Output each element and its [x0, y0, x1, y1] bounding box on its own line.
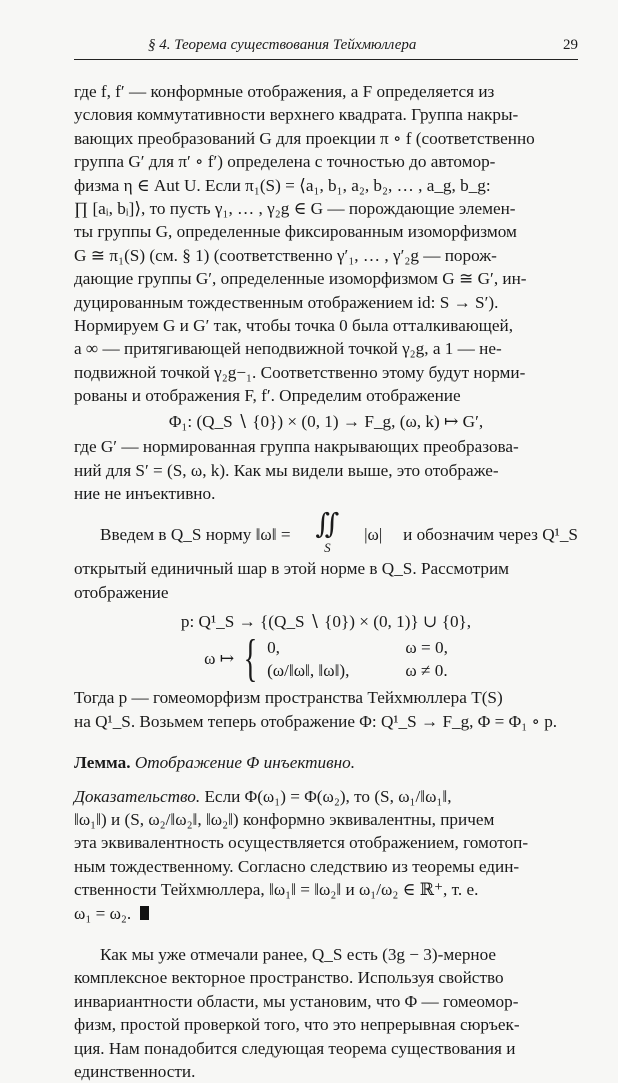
text-line: отображение: [74, 582, 169, 602]
section-title: § 4. Теорема существования Тейхмюллера: [148, 37, 417, 53]
case-value: 0,: [267, 637, 280, 657]
lemma-statement: Отображение Φ инъективно.: [134, 753, 356, 773]
text-line: рованы и отображения F, f′. Определим отображение: [74, 386, 461, 406]
case-condition: ω ≠ 0.: [405, 660, 448, 680]
paragraph-normalized-group: [74, 435, 578, 505]
cases-lead: ω ↦: [204, 649, 235, 669]
text-line: вающих преобразований G для проекции π ∘ f (соответственно: [74, 128, 535, 148]
proof-label: Доказательство.: [74, 786, 201, 806]
text-line: ω₁ = ω₂.: [74, 903, 132, 923]
paragraph-invariance: [74, 943, 578, 1083]
text-line: где f, f′ — конформные отображения, а F определяется из: [74, 82, 495, 101]
case-value: (ω/‖ω‖, ‖ω‖),: [267, 660, 350, 680]
text-line: ция. Нам понадобится следующая теорема существования и: [74, 1038, 516, 1058]
text-line: эта эквивалентность осуществляется отображением, гомотоп-: [74, 833, 529, 853]
text-line: G ≅ π₁(S) (см. § 1) (соответственно γ′₁, … , γ′₂g — порож-: [74, 245, 497, 265]
cases-grid: [267, 636, 448, 683]
double-integral: [315, 511, 339, 557]
paragraph-homeomorphism: [74, 686, 578, 733]
text-line: группа G′ для π′ ∘ f′) определена с точностью до автомор-: [74, 152, 496, 172]
proof: [74, 785, 578, 925]
text-line: на Q¹_S. Возьмем теперь отображение Φ: Q¹_S → F_g, Φ = Φ₁ ∘ p.: [74, 711, 558, 731]
text-line: а ∞ — притягивающей неподвижной точкой γ₂g, а 1 — не-: [74, 339, 502, 359]
text-line: ние не инъективно.: [74, 483, 216, 503]
text-line: физм, простой проверкой того, что это непрерывная сюръек-: [74, 1015, 520, 1035]
text-line: ственности Тейхмюллера, ‖ω₁‖ = ‖ω₂‖ и ω₁/ω₂ ∈ ℝ⁺, т. е.: [74, 880, 479, 900]
integral-sign: ∬: [315, 509, 340, 541]
text-line: единственности.: [74, 1062, 196, 1082]
qed-mark: [140, 906, 149, 920]
text-line: Как мы уже отмечали ранее, Q_S есть (3g − 3)-мерное: [100, 945, 497, 964]
norm-definition: [74, 511, 578, 557]
integral-domain: S: [324, 540, 331, 556]
text-line: инвариантности области, мы установим, что Φ — гомеомор-: [74, 991, 519, 1011]
text-line: ∏ [aᵢ, bᵢ]⟩, то пусть γ₁, … , γ₂g ∈ G — порождающие элемен-: [74, 199, 516, 219]
text-line: условия коммутативности верхнего квадрата. Группа накры-: [74, 105, 519, 125]
paragraph-covering-groups: [74, 80, 578, 408]
formula-p: p: Q¹_S → {(Q_S ∖ {0}) × (0, 1)} ∪ {0},: [180, 612, 472, 632]
text-line: ‖ω₁‖) и (S, ω₂/‖ω₂‖, ‖ω₂‖) конформно эквивалентны, причем: [74, 809, 495, 829]
text-line: ний для S′ = (S, ω, k). Как мы видели выше, это отображе-: [74, 460, 499, 480]
text-line: ты группы G, определенные фиксированным изоморфизмом: [74, 222, 517, 242]
text-line: ным тождественному. Согласно следствию из теоремы един-: [74, 856, 520, 876]
integrand: |ω|: [364, 524, 383, 544]
norm-right-text: и обозначим через Q¹_S: [403, 524, 578, 544]
case-condition: ω = 0,: [405, 637, 448, 657]
running-header: [74, 33, 578, 60]
text-line: комплексное векторное пространство. Используя свойство: [74, 968, 504, 988]
page-body: [74, 80, 578, 1083]
piecewise-definition: [74, 629, 578, 687]
text-line: физма η ∈ Aut U. Если π₁(S) = ⟨a₁, b₁, a₂, b₂, … , a_g, b_g:: [74, 175, 491, 195]
text-line: где G′ — нормированная группа накрывающих преобразова-: [74, 437, 519, 457]
lemma-label: Лемма.: [74, 753, 131, 773]
norm-left-text: Введем в Q_S норму ‖ω‖ =: [100, 524, 291, 544]
text-line: дающие группы G′, определенные изоморфизмом G ≅ G′, ин-: [74, 269, 527, 289]
text-line: Тогда p — гомеоморфизм пространства Тейхмюллера T(S): [74, 688, 503, 708]
text-line: Если Φ(ω₁) = Φ(ω₂), то (S, ω₁/‖ω₁‖,: [204, 786, 452, 806]
text-line: подвижной точкой γ₂g−₁. Соответственно этому будут норми-: [74, 362, 526, 382]
paragraph-unit-ball: [74, 557, 578, 604]
page-number: 29: [563, 37, 578, 53]
left-brace: {: [243, 629, 258, 687]
lemma: [74, 751, 578, 774]
text-line: Нормируем G и G′ так, чтобы точка 0 была отталкивающей,: [74, 316, 514, 336]
text-line: открытый единичный шар в этой норме в Q_S. Рассмотрим: [74, 559, 510, 579]
formula-phi1: Φ₁: (Q_S ∖ {0}) × (0, 1) → F_g, (ω, k) ↦ G′,: [168, 411, 484, 431]
text-line: дуцированным тождественным отображением id: S → S′).: [74, 292, 499, 312]
